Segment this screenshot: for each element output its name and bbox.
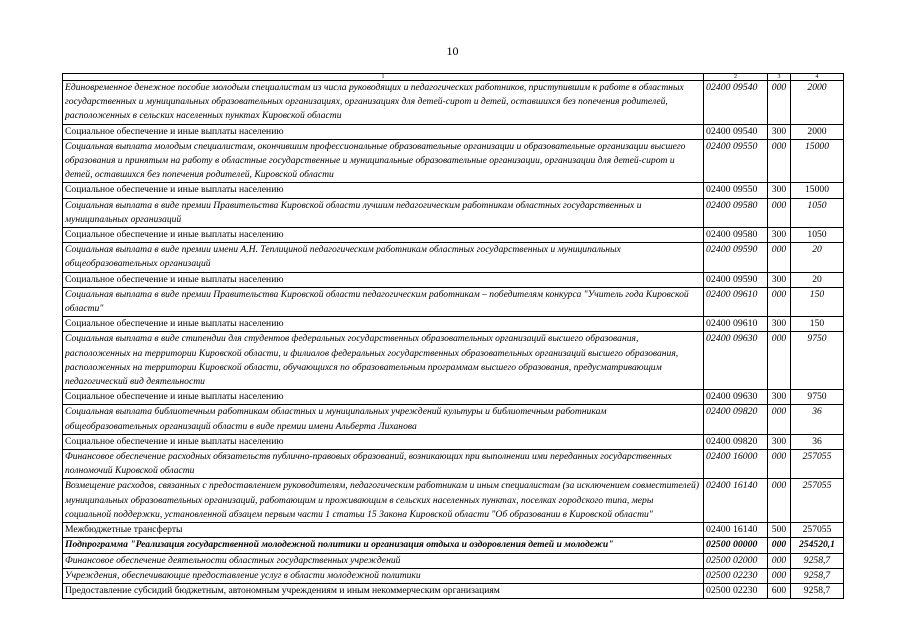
table-row xyxy=(63,228,844,243)
table-row xyxy=(63,583,844,598)
row-sum-cell: 36 xyxy=(791,405,844,434)
row-name-cell: Межбюджетные трансферты xyxy=(63,523,704,538)
row-expense-type-cell: 000 xyxy=(768,568,791,583)
row-code-cell: 02400 09630 xyxy=(704,332,768,390)
budget-table-body xyxy=(63,74,844,599)
row-name-cell: Социальное обеспечение и иные выплаты населению xyxy=(63,272,704,287)
row-sum-cell: 2000 xyxy=(791,124,844,139)
row-expense-type-cell: 500 xyxy=(768,523,791,538)
row-name-cell: Социальное обеспечение и иные выплаты населению xyxy=(63,228,704,243)
row-code-cell: 02400 09540 xyxy=(704,124,768,139)
row-code-cell: 02400 09580 xyxy=(704,228,768,243)
row-sum-cell: 257055 xyxy=(791,479,844,523)
table-row xyxy=(63,538,844,553)
table-row xyxy=(63,523,844,538)
row-code-cell: 02500 02230 xyxy=(704,568,768,583)
header-row xyxy=(63,74,844,81)
header-col-1: 1 xyxy=(63,74,704,81)
row-name-cell: Социальная выплата в виде премии имени А.Н. Теплициной педагогическим работникам областных государственных и муниципальных общеобразовательных организаций xyxy=(63,243,704,272)
table-row xyxy=(63,317,844,332)
header-col-3: 3 xyxy=(768,74,791,81)
row-expense-type-cell: 000 xyxy=(768,450,791,479)
row-name-cell: Социальное обеспечение и иные выплаты населению xyxy=(63,390,704,405)
row-code-cell: 02400 09610 xyxy=(704,317,768,332)
row-name-cell: Социальное обеспечение и иные выплаты населению xyxy=(63,124,704,139)
row-name-cell: Подпрограмма "Реализация государственной молодежной политики и организация отдыха и оздоровления детей и молодежи" xyxy=(63,538,704,553)
row-code-cell: 02400 09580 xyxy=(704,198,768,227)
table-row xyxy=(63,124,844,139)
row-sum-cell: 9258,7 xyxy=(791,568,844,583)
row-code-cell: 02400 16140 xyxy=(704,479,768,523)
row-expense-type-cell: 000 xyxy=(768,139,791,183)
row-sum-cell: 9750 xyxy=(791,332,844,390)
row-code-cell: 02400 16000 xyxy=(704,450,768,479)
row-expense-type-cell: 000 xyxy=(768,553,791,568)
row-expense-type-cell: 300 xyxy=(768,183,791,198)
header-col-2: 2 xyxy=(704,74,768,81)
row-name-cell: Социальное обеспечение и иные выплаты населению xyxy=(63,317,704,332)
table-row xyxy=(63,81,844,125)
row-sum-cell: 257055 xyxy=(791,450,844,479)
row-name-cell: Социальная выплата в виде премии Правительства Кировской области педагогическим работникам – победителям конкурса "Учитель года Кировской области" xyxy=(63,287,704,316)
table-row xyxy=(63,198,844,227)
row-sum-cell: 15000 xyxy=(791,139,844,183)
row-code-cell: 02400 09820 xyxy=(704,405,768,434)
row-sum-cell: 20 xyxy=(791,243,844,272)
row-name-cell: Финансовое обеспечение расходных обязательств публично-правовых образований, возникающих при выполнении ими переданных государственных полномочий Кировской области xyxy=(63,450,704,479)
row-sum-cell: 1050 xyxy=(791,198,844,227)
row-code-cell: 02400 09590 xyxy=(704,272,768,287)
row-sum-cell: 9258,7 xyxy=(791,553,844,568)
row-sum-cell: 9750 xyxy=(791,390,844,405)
row-expense-type-cell: 000 xyxy=(768,198,791,227)
row-sum-cell: 15000 xyxy=(791,183,844,198)
table-row xyxy=(63,553,844,568)
row-name-cell: Возмещение расходов, связанных с предоставлением руководителям, педагогическим работникам и иным специалистам (за исключением совместителей) муниципальных образовательных организаций, работающим и проживающим в сельских населенных пунктах, поселках городского типа, меры социальной поддержки, установленной абзацем первым части 1 статьи 15 Закона Кировской области "Об образовании в Кировской области" xyxy=(63,479,704,523)
table-row xyxy=(63,390,844,405)
row-code-cell: 02400 16140 xyxy=(704,523,768,538)
row-name-cell: Социальное обеспечение и иные выплаты населению xyxy=(63,434,704,449)
budget-table xyxy=(62,73,844,599)
row-expense-type-cell: 000 xyxy=(768,243,791,272)
row-expense-type-cell: 000 xyxy=(768,287,791,316)
row-sum-cell: 254520,1 xyxy=(791,538,844,553)
row-expense-type-cell: 000 xyxy=(768,479,791,523)
row-expense-type-cell: 300 xyxy=(768,124,791,139)
row-name-cell: Учреждения, обеспечивающие предоставление услуг в области молодежной политики xyxy=(63,568,704,583)
row-sum-cell: 150 xyxy=(791,287,844,316)
row-code-cell: 02400 09550 xyxy=(704,139,768,183)
row-code-cell: 02400 09610 xyxy=(704,287,768,316)
row-expense-type-cell: 000 xyxy=(768,81,791,125)
row-name-cell: Предоставление субсидий бюджетным, автономным учреждениям и иным некоммерческим организациям xyxy=(63,583,704,598)
row-code-cell: 02400 09590 xyxy=(704,243,768,272)
row-expense-type-cell: 300 xyxy=(768,434,791,449)
row-name-cell: Социальное обеспечение и иные выплаты населению xyxy=(63,183,704,198)
row-code-cell: 02500 00000 xyxy=(704,538,768,553)
header-col-4: 4 xyxy=(791,74,844,81)
row-sum-cell: 1050 xyxy=(791,228,844,243)
row-sum-cell: 150 xyxy=(791,317,844,332)
table-row xyxy=(63,434,844,449)
row-code-cell: 02400 09540 xyxy=(704,81,768,125)
row-sum-cell: 20 xyxy=(791,272,844,287)
table-row xyxy=(63,287,844,316)
row-name-cell: Социальная выплата в виде премии Правительства Кировской области лучшим педагогическим работникам областных государственных и муниципальных организаций xyxy=(63,198,704,227)
table-row xyxy=(63,568,844,583)
table-row xyxy=(63,450,844,479)
row-expense-type-cell: 300 xyxy=(768,272,791,287)
row-sum-cell: 257055 xyxy=(791,523,844,538)
row-name-cell: Социальная выплата библиотечным работникам областных и муниципальных учреждений культуры и библиотечным работникам общеобразовательных организаций области в виде премии имени Альберта Лиханова xyxy=(63,405,704,434)
row-name-cell: Финансовое обеспечение деятельности областных государственных учреждений xyxy=(63,553,704,568)
row-sum-cell: 9258,7 xyxy=(791,583,844,598)
table-row xyxy=(63,479,844,523)
row-name-cell: Социальная выплата молодым специалистам, окончившим профессиональные образовательные организации и образовательные организации высшего образования и принятым на работу в областные государственные и муниципальные образовательные организации, организации для детей-сирот и детей, оставшихся без попечения родителей, Кировской области xyxy=(63,139,704,183)
table-row xyxy=(63,243,844,272)
row-code-cell: 02400 09820 xyxy=(704,434,768,449)
row-expense-type-cell: 600 xyxy=(768,583,791,598)
row-code-cell: 02400 09630 xyxy=(704,390,768,405)
row-code-cell: 02500 02000 xyxy=(704,553,768,568)
row-sum-cell: 36 xyxy=(791,434,844,449)
row-name-cell: Единовременное денежное пособие молодым специалистам из числа руководящих и педагогических работников, приступившим к работе в областных государственных и муниципальных образовательных организациях, организациях для детей-сирот и детей, оставшихся без попечения родителей, расположенных в сельских населенных пунктах Кировской области xyxy=(63,81,704,125)
table-row xyxy=(63,272,844,287)
page-number: 10 xyxy=(446,44,459,58)
row-code-cell: 02500 02230 xyxy=(704,583,768,598)
table-row xyxy=(63,139,844,183)
row-expense-type-cell: 000 xyxy=(768,405,791,434)
table-row xyxy=(63,332,844,390)
row-sum-cell: 2000 xyxy=(791,81,844,125)
row-expense-type-cell: 000 xyxy=(768,332,791,390)
row-expense-type-cell: 000 xyxy=(768,538,791,553)
row-expense-type-cell: 300 xyxy=(768,228,791,243)
row-code-cell: 02400 09550 xyxy=(704,183,768,198)
table-row xyxy=(63,183,844,198)
table-row xyxy=(63,405,844,434)
row-expense-type-cell: 300 xyxy=(768,390,791,405)
row-expense-type-cell: 300 xyxy=(768,317,791,332)
row-name-cell: Социальная выплата в виде стипендии для студентов федеральных государственных образовательных организаций высшего образования, расположенных на территории Кировской области, и филиалов федеральных государственных образовательных организаций высшего образования, расположенных на территории Кировской области, обучающихся по образовательным программам высшего образования, предусматривающим педагогический вид деятельности xyxy=(63,332,704,390)
